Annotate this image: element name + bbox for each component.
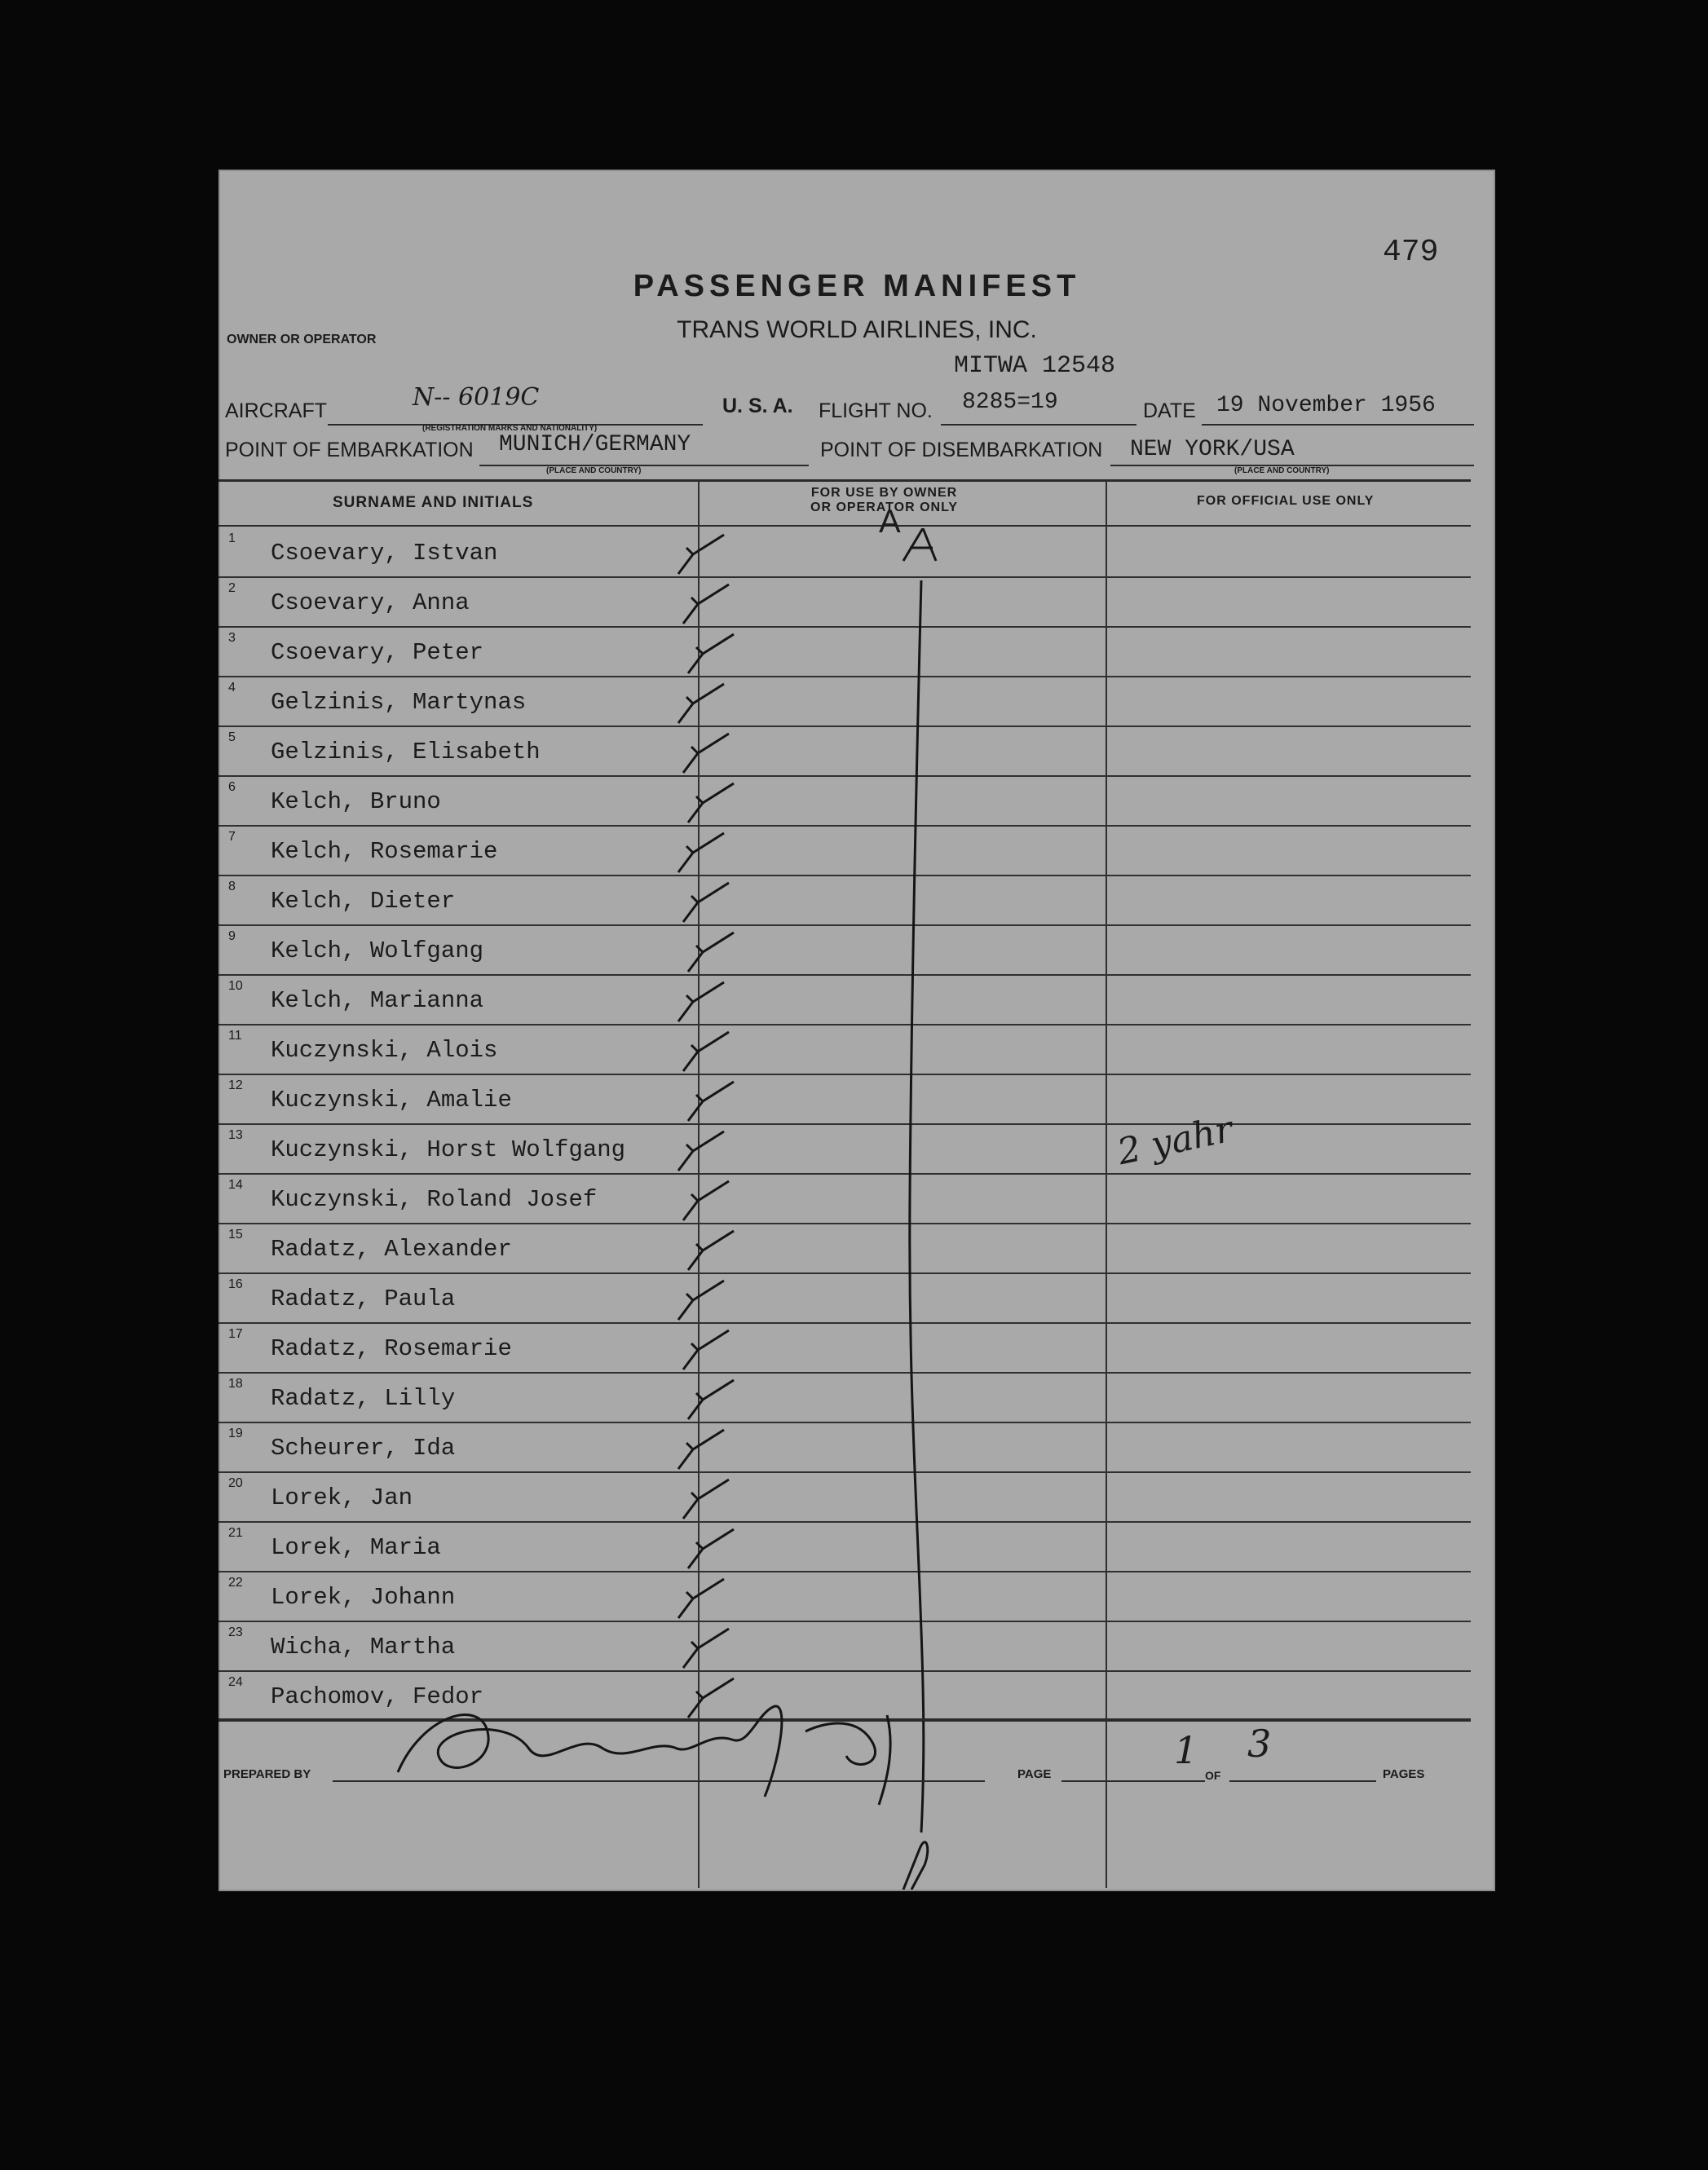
date-label: DATE xyxy=(1143,399,1196,422)
row-number: 16 xyxy=(228,1277,243,1291)
page-total-line xyxy=(1229,1780,1376,1782)
passenger-name: Kelch, Marianna xyxy=(271,987,484,1014)
row-number: 9 xyxy=(228,929,236,943)
row-number: 14 xyxy=(228,1178,243,1192)
authorization-number: MITWA 12548 xyxy=(954,352,1116,380)
table-row xyxy=(218,1173,1471,1224)
passenger-name: Kelch, Wolfgang xyxy=(271,937,484,964)
passenger-name: Kuczynski, Amalie xyxy=(271,1087,512,1114)
table-row xyxy=(218,1272,1471,1324)
row-number: 10 xyxy=(228,979,243,993)
table-row xyxy=(218,527,1471,578)
passenger-name: Gelzinis, Martynas xyxy=(271,689,527,716)
table-row xyxy=(218,1123,1471,1175)
passenger-name: Radatz, Lilly xyxy=(271,1385,456,1412)
table-row xyxy=(218,1471,1471,1523)
passenger-name: Scheurer, Ida xyxy=(271,1435,456,1462)
flight-no-value: 8285=19 xyxy=(962,390,1058,415)
owner-mark: A xyxy=(879,504,901,540)
check-mark-icon xyxy=(665,828,739,877)
column-header-official: FOR OFFICIAL USE ONLY xyxy=(1197,494,1375,508)
check-mark-icon xyxy=(665,1475,739,1524)
row-number: 5 xyxy=(228,730,236,744)
table-row xyxy=(218,1223,1471,1274)
passenger-name: Kuczynski, Alois xyxy=(271,1037,498,1064)
table-row xyxy=(218,1621,1471,1672)
passenger-name: Wicha, Martha xyxy=(271,1634,456,1661)
row-number: 6 xyxy=(228,780,236,794)
passenger-name: Lorek, Jan xyxy=(271,1484,413,1511)
row-number: 20 xyxy=(228,1476,243,1490)
table-row xyxy=(218,924,1471,976)
flight-no-label: FLIGHT NO. xyxy=(819,399,933,422)
passenger-name: Pachomov, Fedor xyxy=(271,1683,484,1710)
table-row xyxy=(218,626,1471,677)
row-number: 22 xyxy=(228,1576,243,1590)
embarkation-hint: (PLACE AND COUNTRY) xyxy=(546,466,642,475)
row-number: 21 xyxy=(228,1526,243,1540)
disembarkation-value: NEW YORK/USA xyxy=(1130,437,1295,462)
pages-label: PAGES xyxy=(1383,1767,1425,1781)
table-row xyxy=(218,1422,1471,1473)
check-mark-icon xyxy=(665,1077,739,1126)
check-mark-icon xyxy=(665,1624,739,1673)
passenger-name: Radatz, Rosemarie xyxy=(271,1335,512,1362)
check-mark-icon xyxy=(665,977,739,1026)
country-label: U. S. A. xyxy=(722,395,793,417)
table-row xyxy=(218,1322,1471,1374)
page-label: PAGE xyxy=(1017,1767,1052,1781)
prepared-by-label: PREPARED BY xyxy=(223,1767,311,1781)
embarkation-value: MUNICH/GERMANY xyxy=(499,432,691,457)
passenger-name: Kuczynski, Roland Josef xyxy=(271,1186,598,1213)
table-row xyxy=(218,775,1471,827)
date-value: 19 November 1956 xyxy=(1216,393,1436,418)
row-number: 17 xyxy=(228,1327,243,1341)
table-row xyxy=(218,576,1471,628)
table-row xyxy=(218,1074,1471,1125)
row-number: 19 xyxy=(228,1427,243,1440)
check-mark-icon xyxy=(665,629,739,678)
aircraft-value: N-- 6019C xyxy=(413,383,540,412)
passenger-name: Gelzinis, Elisabeth xyxy=(271,739,541,765)
check-mark-icon xyxy=(665,878,739,927)
check-mark-icon xyxy=(665,1027,739,1076)
passenger-name: Kuczynski, Horst Wolfgang xyxy=(271,1136,626,1163)
preparer-signature xyxy=(365,1683,985,1813)
table-row xyxy=(218,825,1471,876)
row-number: 1 xyxy=(228,531,236,545)
passenger-name: Radatz, Paula xyxy=(271,1286,456,1312)
operator-name: TRANS WORLD AIRLINES, INC. xyxy=(677,316,1037,343)
check-mark-icon xyxy=(665,928,739,977)
table-top-rule xyxy=(218,479,1471,482)
check-mark-icon xyxy=(665,1375,739,1424)
manifest-sheet xyxy=(218,170,1495,1891)
passenger-name: Csoevary, Peter xyxy=(271,639,484,666)
registration-hint: (REGISTRATION MARKS AND NATIONALITY) xyxy=(422,424,598,433)
aircraft-label: AIRCRAFT xyxy=(225,399,327,422)
check-mark-icon xyxy=(665,1524,739,1573)
embarkation-label: POINT OF EMBARKATION xyxy=(225,439,474,461)
column-header-name: SURNAME AND INITIALS xyxy=(333,494,534,511)
row-number: 2 xyxy=(228,581,236,595)
table-row xyxy=(218,676,1471,727)
passenger-name: Kelch, Bruno xyxy=(271,788,441,815)
table-row xyxy=(218,1024,1471,1075)
table-row xyxy=(218,1372,1471,1423)
official-note: 2 yahr xyxy=(1114,1108,1237,1174)
passenger-name: Lorek, Maria xyxy=(271,1534,441,1561)
embarkation-line xyxy=(479,465,809,466)
passenger-name: Csoevary, Anna xyxy=(271,589,470,616)
row-number: 3 xyxy=(228,631,236,645)
owner-operator-label: OWNER OR OPERATOR xyxy=(227,333,377,346)
check-mark-icon xyxy=(665,1574,739,1623)
document-title: PASSENGER MANIFEST xyxy=(633,269,1081,303)
check-mark-icon xyxy=(665,580,739,629)
table-row xyxy=(218,875,1471,926)
row-number: 7 xyxy=(228,830,236,844)
check-mark-icon xyxy=(665,1226,739,1275)
check-mark-icon xyxy=(665,1325,739,1374)
page-value: 1 xyxy=(1174,1728,1198,1772)
passenger-name: Kelch, Dieter xyxy=(271,888,456,915)
table-row xyxy=(218,974,1471,1025)
date-line xyxy=(1202,424,1474,426)
row-number: 4 xyxy=(228,681,236,695)
row-number: 15 xyxy=(228,1228,243,1242)
disembarkation-hint: (PLACE AND COUNTRY) xyxy=(1234,466,1330,475)
check-mark-icon xyxy=(665,1425,739,1474)
column-header-owner-line1: FOR USE BY OWNER xyxy=(810,486,958,500)
table-row xyxy=(218,726,1471,777)
disembarkation-label: POINT OF DISEMBARKATION xyxy=(820,439,1103,461)
passenger-name: Radatz, Alexander xyxy=(271,1236,512,1263)
check-mark-icon xyxy=(665,679,739,728)
row-number: 12 xyxy=(228,1078,243,1092)
passenger-name: Lorek, Johann xyxy=(271,1584,456,1611)
column-header-owner-line2: OR OPERATOR ONLY xyxy=(810,501,959,514)
page-number: 479 xyxy=(1383,235,1439,270)
check-mark-icon xyxy=(665,530,739,579)
check-mark-icon xyxy=(665,1276,739,1325)
table-row xyxy=(218,1521,1471,1572)
check-mark-icon xyxy=(665,1176,739,1225)
row-number: 11 xyxy=(228,1029,242,1043)
of-label: OF xyxy=(1205,1769,1221,1782)
flight-no-line xyxy=(941,424,1136,426)
passenger-name: Csoevary, Istvan xyxy=(271,540,498,567)
row-number: 13 xyxy=(228,1128,243,1142)
row-number: 8 xyxy=(228,880,236,893)
page-total: 3 xyxy=(1247,1722,1272,1766)
row-number: 23 xyxy=(228,1625,243,1639)
row-number: 24 xyxy=(228,1675,243,1689)
table-row xyxy=(218,1571,1471,1622)
check-mark-icon xyxy=(665,1127,739,1175)
page-line xyxy=(1061,1780,1205,1782)
passenger-name: Kelch, Rosemarie xyxy=(271,838,498,865)
check-mark-icon xyxy=(665,729,739,778)
check-mark-icon xyxy=(665,778,739,827)
row-number: 18 xyxy=(228,1377,243,1391)
